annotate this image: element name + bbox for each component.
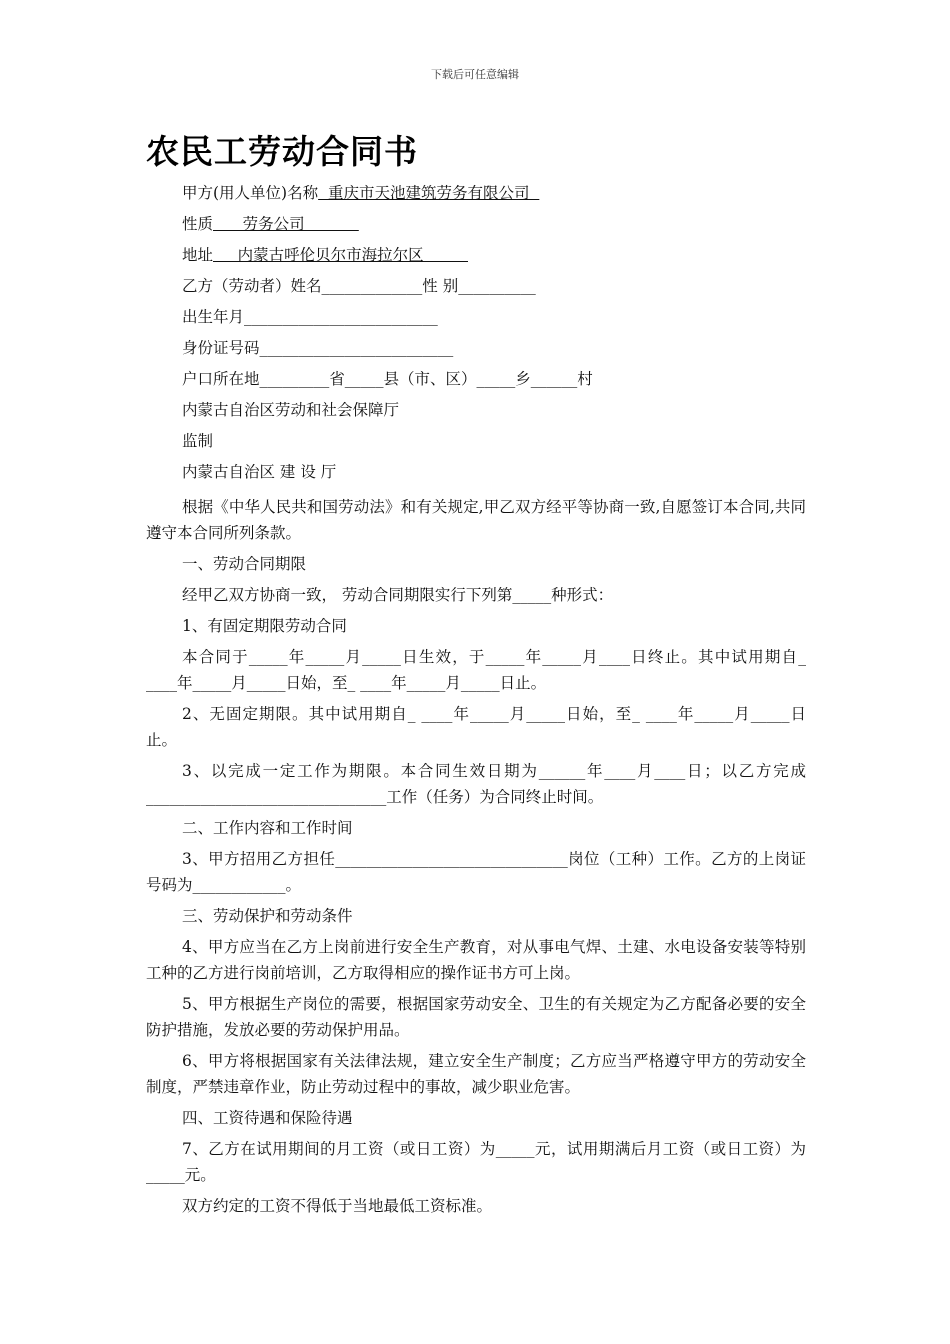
issuer-line	[146, 395, 806, 426]
field-label: 户口所在地	[182, 370, 260, 388]
construction-dept-text: 内蒙古自治区 建 设 厅	[182, 463, 337, 481]
intro-paragraph: 根据《中华人民共和国劳动法》和有关规定,甲乙双方经平等协商一致,自愿签订本合同,共同遵守本合同所列条款。	[146, 498, 806, 542]
employer-address-line	[146, 240, 806, 271]
wage-paragraph: 7、乙方在试用期间的月工资（或日工资）为_____元，试用期满后月工资（或日工资）为_____元。	[146, 1140, 806, 1184]
field-value: 劳务公司	[213, 215, 359, 233]
page-header-note: 下载后可任意编辑	[431, 68, 519, 81]
document-title: 农民工劳动合同书	[146, 132, 418, 171]
position-paragraph: 3、甲方招用乙方担任______________________________岗位（工种）工作。乙方的上岗证号码为____________。	[146, 850, 806, 894]
task-term-paragraph: 3、以完成一定工作为期限。本合同生效日期为______年____月____日；以乙方完成_______________________________工作（任务）为合同终止时间。	[146, 762, 806, 806]
document-body	[146, 178, 806, 1222]
field-value: 内蒙古呼伦贝尔市海拉尔区	[213, 246, 468, 264]
field-label: 乙方（劳动者）姓名	[182, 277, 322, 295]
field-value: _________________________	[244, 308, 438, 326]
section-heading-wages: 四、工资待遇和保险待遇	[182, 1109, 353, 1127]
worker-name-line	[146, 271, 806, 302]
field-value: _____________性 别__________	[321, 277, 536, 295]
section-heading-protection: 三、劳动保护和劳动条件	[182, 907, 353, 925]
term-form-paragraph: 经甲乙双方协商一致， 劳动合同期限实行下列第_____种形式：	[182, 586, 614, 604]
employer-name-line	[146, 178, 806, 209]
household-line	[146, 364, 806, 395]
field-value: _________省_____县（市、区）_____乡______村	[259, 370, 593, 388]
field-label: 甲方(用人单位)名称	[182, 184, 319, 202]
field-label: 出生年月	[182, 308, 245, 326]
field-label: 身份证号码	[182, 339, 260, 357]
minimum-wage-paragraph: 双方约定的工资不得低于当地最低工资标准。	[182, 1197, 493, 1215]
section-heading-term: 一、劳动合同期限	[182, 555, 307, 573]
open-term-paragraph: 2、无固定期限。其中试用期自_ ____年_____月_____日始，至_ ____年_____月_____日止。	[146, 705, 806, 749]
field-label: 性质	[182, 215, 214, 233]
field-label: 地址	[182, 246, 214, 264]
supervise-line	[146, 426, 806, 457]
issuer-text: 内蒙古自治区劳动和社会保障厅	[182, 401, 400, 419]
section-heading-work: 二、工作内容和工作时间	[182, 819, 353, 837]
fixed-term-paragraph: 本合同于_____年_____月_____日生效，于_____年_____月____日终止。其中试用期自_ ____年_____月_____日始，至_ ____年_____月_____日止。	[146, 648, 806, 692]
safety-rules-paragraph: 6、甲方将根据国家有关法律法规，建立安全生产制度；乙方应当严格遵守甲方的劳动安全制度，严禁违章作业，防止劳动过程中的事故，减少职业危害。	[146, 1052, 806, 1096]
id-number-line	[146, 333, 806, 364]
field-value: _________________________	[259, 339, 454, 357]
protective-equipment-paragraph: 5、甲方根据生产岗位的需要，根据国家劳动安全、卫生的有关规定为乙方配备必要的安全防护措施，发放必要的劳动保护用品。	[146, 995, 806, 1039]
safety-training-paragraph: 4、甲方应当在乙方上岗前进行安全生产教育，对从事电气焊、土建、水电设备安装等特别工种的乙方进行岗前培训，乙方取得相应的操作证书方可上岗。	[146, 938, 806, 982]
supervise-text: 监制	[182, 432, 214, 450]
employer-type-line	[146, 209, 806, 240]
field-value: 重庆市天池建筑劳务有限公司	[318, 184, 540, 202]
fixed-term-heading: 1、有固定期限劳动合同	[182, 617, 347, 635]
birth-date-line	[146, 302, 806, 333]
construction-dept-line	[146, 457, 806, 488]
